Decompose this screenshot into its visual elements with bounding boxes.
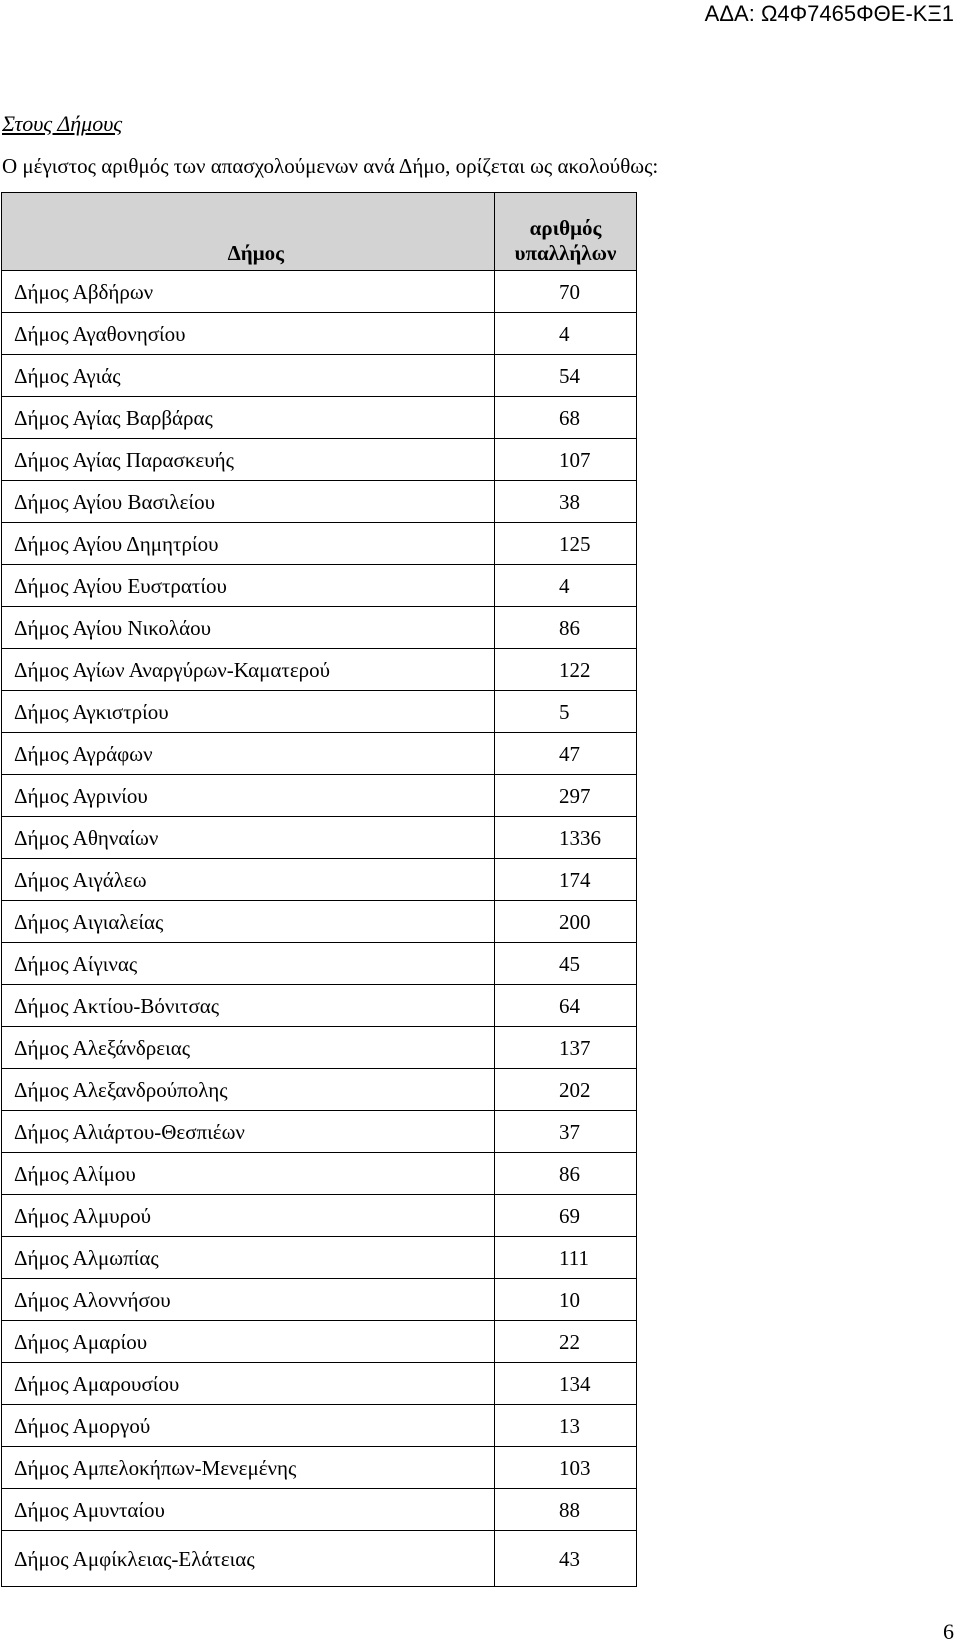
municipality-name: Δήμος Αβδήρων xyxy=(2,271,495,313)
table-row xyxy=(2,313,637,355)
section-title: Στους Δήμους xyxy=(2,111,123,136)
table-header-row xyxy=(2,193,637,271)
table-row xyxy=(2,985,637,1027)
table-row xyxy=(2,565,637,607)
employee-count: 68 xyxy=(495,397,637,439)
table-row xyxy=(2,1069,637,1111)
table-row xyxy=(2,733,637,775)
table-row xyxy=(2,817,637,859)
employee-count: 1336 xyxy=(495,817,637,859)
municipality-name: Δήμος Αμπελοκήπων-Μενεμένης xyxy=(2,1447,495,1489)
table-row xyxy=(2,775,637,817)
column-header-municipality: Δήμος xyxy=(2,193,495,271)
intro-text: Ο μέγιστος αριθμός των απασχολούμενων ανά Δήμο, ορίζεται ως ακολούθως: xyxy=(2,154,659,178)
table-row xyxy=(2,1447,637,1489)
municipality-name: Δήμος Αγίου Ευστρατίου xyxy=(2,565,495,607)
municipality-name: Δήμος Αγίου Δημητρίου xyxy=(2,523,495,565)
municipality-name: Δήμος Αλίμου xyxy=(2,1153,495,1195)
municipality-name: Δήμος Αμοργού xyxy=(2,1405,495,1447)
municipality-name: Δήμος Αγράφων xyxy=(2,733,495,775)
municipality-name: Δήμος Ακτίου-Βόνιτσας xyxy=(2,985,495,1027)
employee-count: 43 xyxy=(495,1531,637,1587)
employee-count: 4 xyxy=(495,565,637,607)
table-row xyxy=(2,901,637,943)
table-row xyxy=(2,1321,637,1363)
municipality-name: Δήμος Αγρινίου xyxy=(2,775,495,817)
table-row xyxy=(2,1027,637,1069)
table-row xyxy=(2,1237,637,1279)
municipality-name: Δήμος Αλμυρού xyxy=(2,1195,495,1237)
municipality-name: Δήμος Αθηναίων xyxy=(2,817,495,859)
municipality-name: Δήμος Αιγάλεω xyxy=(2,859,495,901)
table-row xyxy=(2,1111,637,1153)
employee-count: 69 xyxy=(495,1195,637,1237)
municipality-name: Δήμος Αμαρίου xyxy=(2,1321,495,1363)
municipality-name: Δήμος Αιγιαλείας xyxy=(2,901,495,943)
municipality-name: Δήμος Αγιάς xyxy=(2,355,495,397)
municipality-name: Δήμος Αγίων Αναργύρων-Καματερού xyxy=(2,649,495,691)
column-header-count-line2: υπαλλήλων xyxy=(514,241,617,265)
employee-count: 88 xyxy=(495,1489,637,1531)
ada-code: ΑΔΑ: Ω4Φ7465ΦΘΕ-ΚΞ1 xyxy=(704,1,954,26)
table-row xyxy=(2,1531,637,1587)
employee-count: 122 xyxy=(495,649,637,691)
page-number: 6 xyxy=(943,1619,954,1644)
employee-count: 103 xyxy=(495,1447,637,1489)
table-row xyxy=(2,355,637,397)
employee-count: 174 xyxy=(495,859,637,901)
municipality-name: Δήμος Αγίας Παρασκευής xyxy=(2,439,495,481)
table-row xyxy=(2,859,637,901)
column-header-employee-count xyxy=(495,193,637,271)
employee-count: 200 xyxy=(495,901,637,943)
table-row xyxy=(2,607,637,649)
municipality-name: Δήμος Αμφίκλειας-Ελάτειας xyxy=(2,1531,495,1587)
table-row xyxy=(2,1363,637,1405)
municipality-name: Δήμος Αλεξάνδρειας xyxy=(2,1027,495,1069)
employee-count: 137 xyxy=(495,1027,637,1069)
staff-table xyxy=(1,192,637,1587)
table-body xyxy=(2,271,637,1587)
municipality-name: Δήμος Αγαθονησίου xyxy=(2,313,495,355)
table-row xyxy=(2,397,637,439)
employee-count: 202 xyxy=(495,1069,637,1111)
employee-count: 70 xyxy=(495,271,637,313)
table-row xyxy=(2,523,637,565)
employee-count: 38 xyxy=(495,481,637,523)
employee-count: 134 xyxy=(495,1363,637,1405)
table-row xyxy=(2,1195,637,1237)
employee-count: 107 xyxy=(495,439,637,481)
table-row xyxy=(2,1489,637,1531)
table-row xyxy=(2,691,637,733)
column-header-count-line1: αριθμός xyxy=(529,216,602,240)
table-row xyxy=(2,271,637,313)
municipality-name: Δήμος Αίγινας xyxy=(2,943,495,985)
employee-count: 64 xyxy=(495,985,637,1027)
employee-count: 86 xyxy=(495,1153,637,1195)
table-row xyxy=(2,481,637,523)
employee-count: 37 xyxy=(495,1111,637,1153)
employee-count: 13 xyxy=(495,1405,637,1447)
municipality-name: Δήμος Αλοννήσου xyxy=(2,1279,495,1321)
municipality-name: Δήμος Αλμωπίας xyxy=(2,1237,495,1279)
table-row xyxy=(2,1153,637,1195)
municipality-name: Δήμος Αλιάρτου-Θεσπιέων xyxy=(2,1111,495,1153)
table-row xyxy=(2,649,637,691)
employee-count: 297 xyxy=(495,775,637,817)
table-row xyxy=(2,1279,637,1321)
municipality-name: Δήμος Αγκιστρίου xyxy=(2,691,495,733)
employee-count: 4 xyxy=(495,313,637,355)
employee-count: 5 xyxy=(495,691,637,733)
employee-count: 22 xyxy=(495,1321,637,1363)
employee-count: 54 xyxy=(495,355,637,397)
municipality-name: Δήμος Αγίου Νικολάου xyxy=(2,607,495,649)
employee-count: 10 xyxy=(495,1279,637,1321)
employee-count: 86 xyxy=(495,607,637,649)
municipality-name: Δήμος Αμαρουσίου xyxy=(2,1363,495,1405)
employee-count: 47 xyxy=(495,733,637,775)
employee-count: 111 xyxy=(495,1237,637,1279)
table-row xyxy=(2,943,637,985)
employee-count: 125 xyxy=(495,523,637,565)
municipality-name: Δήμος Αγίας Βαρβάρας xyxy=(2,397,495,439)
table-row xyxy=(2,1405,637,1447)
municipality-name: Δήμος Αγίου Βασιλείου xyxy=(2,481,495,523)
municipality-name: Δήμος Αλεξανδρούπολης xyxy=(2,1069,495,1111)
municipality-name: Δήμος Αμυνταίου xyxy=(2,1489,495,1531)
table-row xyxy=(2,439,637,481)
employee-count: 45 xyxy=(495,943,637,985)
